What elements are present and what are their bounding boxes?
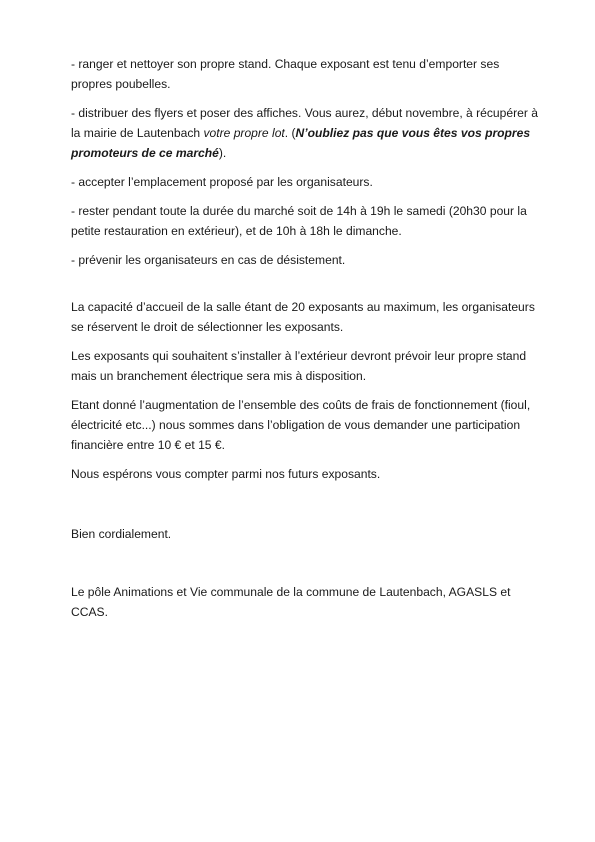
flyers-italic-lot: votre propre lot bbox=[203, 126, 285, 140]
flyers-reminder: N’oubliez pas que vous êtes vos propres promoteurs de ce marché bbox=[71, 126, 531, 160]
obligation-cleaning: - ranger et nettoyer son propre stand. Chaque exposant est tenu d’emporter ses propres poubelles. bbox=[71, 57, 500, 91]
obligation-location: - accepter l’emplacement proposé par les organisateurs. bbox=[71, 175, 373, 189]
outdoor-paragraph: Les exposants qui souhaitent s’installer à l’extérieur devront prévoir leur propre stand mais un branchement électrique sera mis à disposition. bbox=[71, 349, 527, 383]
fees-paragraph: Etant donné l’augmentation de l’ensemble des coûts de frais de fonctionnement (fioul, électricité etc...) nous sommes dans l’obligation de vous demander une participation financière entre 10 € et 15 €. bbox=[71, 398, 531, 452]
flyers-text-end: ). bbox=[218, 146, 227, 160]
closing-salutation: Bien cordialement. bbox=[71, 527, 172, 541]
obligation-schedule: - rester pendant toute la durée du marché soit de 14h à 19h le samedi (20h30 pour la petite restauration en extérieur), et de 10h à 18h le dimanche. bbox=[71, 204, 527, 238]
flyers-text: - distribuer des flyers et poser des affiches. Vous aurez, début novembre, à récupérer à la mairie de Lautenbach bbox=[71, 106, 538, 140]
capacity-paragraph: La capacité d’accueil de la salle étant de 20 exposants au maximum, les organisateurs se réservent le droit de sélectionner les exposants. bbox=[71, 300, 535, 334]
obligation-withdrawal: - prévenir les organisateurs en cas de désistement. bbox=[71, 253, 346, 267]
flyers-text-sep: . ( bbox=[284, 126, 296, 140]
letter-body bbox=[71, 54, 541, 631]
hope-paragraph: Nous espérons vous compter parmi nos futurs exposants. bbox=[71, 467, 381, 481]
signature-block: Le pôle Animations et Vie communale de la commune de Lautenbach, AGASLS et CCAS. bbox=[71, 585, 511, 619]
obligation-flyers bbox=[71, 103, 541, 163]
